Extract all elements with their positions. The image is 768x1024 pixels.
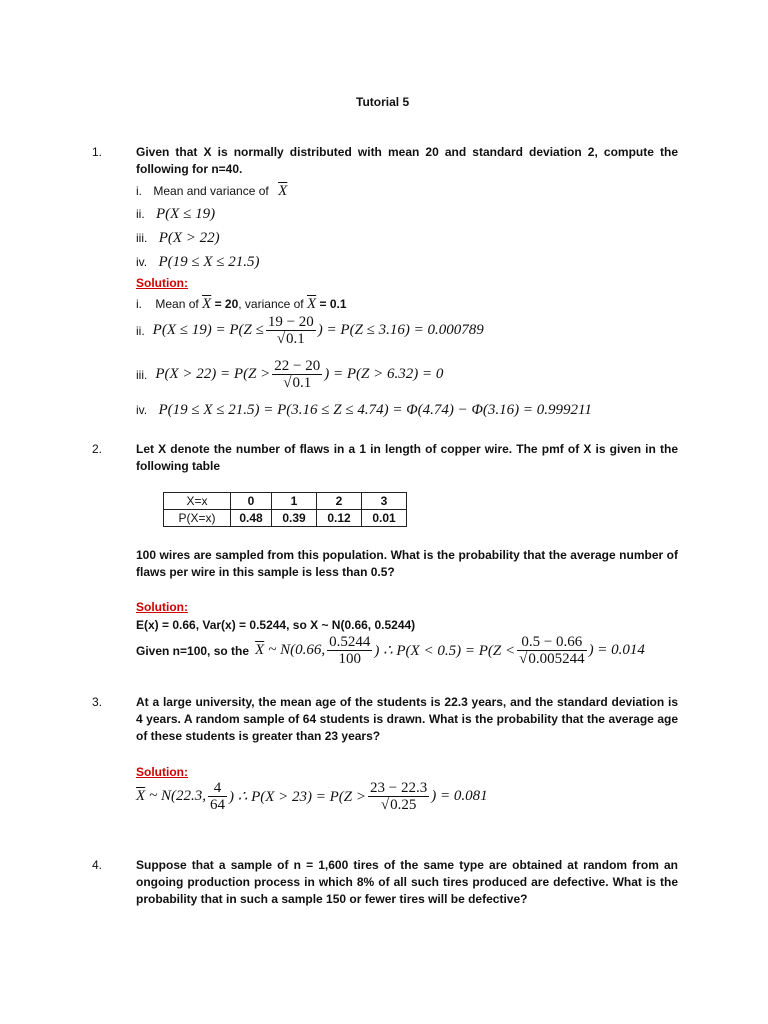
table-cell: X=x	[164, 493, 231, 510]
q1-solution-iv	[136, 402, 592, 419]
q1-solution-iii	[136, 358, 443, 391]
table-cell: 0.48	[231, 510, 272, 527]
q1-part-iv	[136, 254, 259, 271]
numerator: 4	[208, 780, 227, 797]
math-expression: P(19 ≤ X ≤ 21.5) = P(3.16 ≤ Z ≤ 4.74) = Φ(4.74) − Φ(3.16) = 0.999211	[158, 402, 592, 418]
solution-text: , variance of	[238, 297, 304, 311]
solution-text: Mean of	[155, 297, 199, 311]
math-expression: ) = P(Z ≤ 3.16) = 0.000789	[317, 322, 484, 338]
question-number-3: 3.	[92, 695, 103, 709]
variance-value: = 0.1	[319, 297, 347, 311]
table-cell: 0.01	[362, 510, 407, 527]
q2-solution-line-1: E(x) = 0.66, Var(x) = 0.5244, so X ~ N(0.66, 0.5244)	[136, 618, 416, 632]
radicand: 0.1	[292, 375, 312, 391]
roman-numeral: i.	[136, 184, 142, 198]
math-expression: ) ∴ P(X > 23) = P(Z >	[229, 789, 367, 805]
table-cell: 0.12	[317, 510, 362, 527]
question-number-2: 2.	[92, 442, 103, 456]
question-2-text-2: 100 wires are sampled from this population. What is the probability that the average number of flaws per wire in this sample is less than 0.5?	[136, 548, 678, 579]
denominator: √0.1	[283, 375, 312, 391]
solution-label: Solution:	[136, 765, 188, 779]
q1-part-iii	[136, 230, 220, 247]
question-number-1: 1.	[92, 145, 103, 159]
numerator: 23 − 22.3	[370, 780, 428, 796]
math-expression: ) = 0.081	[431, 788, 488, 804]
roman-numeral: iii.	[136, 367, 148, 382]
denominator: 100	[338, 651, 361, 667]
math-expression: ) = P(Z > 6.32) = 0	[324, 366, 444, 382]
denominator: √0.005244	[519, 651, 585, 667]
math-expression: P(X > 22)	[158, 230, 220, 246]
solution-label: Solution:	[136, 600, 188, 614]
q1-solution-ii	[136, 314, 484, 347]
table-cell: 3	[362, 493, 407, 510]
fraction	[266, 314, 316, 347]
part-text: Mean and variance of	[153, 184, 269, 198]
pmf-table	[163, 492, 407, 527]
radicand: 0.1	[286, 331, 305, 347]
q1-solution-i	[136, 296, 347, 313]
math-xbar: $\overline{X}$	[136, 788, 146, 804]
question-4-text: Suppose that a sample of n = 1,600 tires of the same type are obtained at random from an ongoing production process in which 8% of all such tires produced are defective. What is the probability that in such a sample 150 or fewer tires will be defective?	[136, 858, 678, 906]
math-expression: P(X ≤ 19)	[156, 206, 216, 222]
table-cell: 1	[272, 493, 317, 510]
page-title: Tutorial 5	[356, 95, 410, 109]
table-cell: 0.39	[272, 510, 317, 527]
numerator: 0.5244	[329, 634, 371, 650]
math-expression: P(19 ≤ X ≤ 21.5)	[158, 254, 260, 270]
question-number-4: 4.	[92, 858, 103, 872]
denominator: √0.25	[380, 797, 417, 813]
question-2-text: Let X denote the number of flaws in a 1 in length of copper wire. The pmf of X is given in the following table	[136, 442, 678, 473]
table-cell: P(X=x)	[164, 510, 231, 527]
question-3-text: At a large university, the mean age of the students is 22.3 years, and the standard deviation is 4 years. A random sample of 64 students is drawn. What is the probability that the average age of these students is greater than 23 years?	[136, 695, 678, 743]
math-expression: ~ N(0.66,	[268, 642, 326, 658]
table-row	[164, 510, 407, 527]
roman-numeral: iv.	[136, 403, 148, 417]
fraction	[272, 358, 322, 391]
math-expression: P(X ≤ 19) = P(Z ≤	[152, 322, 264, 338]
mean-value: = 20	[214, 297, 239, 311]
q1-part-ii	[136, 206, 215, 223]
q1-part-i	[136, 183, 287, 200]
denominator: √0.1	[276, 331, 305, 347]
math-xbar: $\overline{X}$	[202, 296, 212, 312]
roman-numeral: ii.	[136, 323, 145, 338]
numerator: 0.5 − 0.66	[517, 634, 586, 651]
roman-numeral: ii.	[136, 207, 145, 221]
math-xbar: $\overline{X}$	[255, 642, 265, 658]
table-cell: 0	[231, 493, 272, 510]
roman-numeral: iii.	[136, 231, 148, 245]
math-xbar: $\overline{X}$	[278, 183, 288, 199]
fraction	[517, 634, 586, 667]
fraction	[368, 780, 429, 813]
radicand: 0.005244	[528, 651, 585, 667]
math-expression: ) ∴ P(X < 0.5) = P(Z <	[374, 643, 516, 659]
fraction	[327, 634, 372, 667]
math-xbar: $\overline{X}$	[306, 296, 317, 312]
roman-numeral: i.	[136, 297, 142, 311]
q3-solution	[136, 780, 488, 813]
solution-label: Solution:	[136, 276, 188, 290]
math-expression: ) = 0.014	[588, 642, 645, 658]
roman-numeral: iv.	[136, 255, 148, 269]
question-1-text: Given that X is normally distributed with mean 20 and standard deviation 2, compute the following for n=40.	[136, 145, 678, 176]
table-cell: 2	[317, 493, 362, 510]
solution-text: Given n=100, so the	[136, 643, 250, 658]
math-expression: ~ N(22.3,	[149, 788, 207, 804]
math-expression: P(X > 22) = P(Z >	[155, 366, 271, 382]
numerator: 19 − 20	[267, 314, 314, 330]
numerator: 22 − 20	[274, 358, 321, 374]
radicand: 0.25	[390, 797, 417, 813]
q2-solution-line-2	[136, 634, 645, 667]
table-row	[164, 493, 407, 510]
fraction	[208, 780, 227, 813]
denominator: 64	[210, 797, 226, 813]
